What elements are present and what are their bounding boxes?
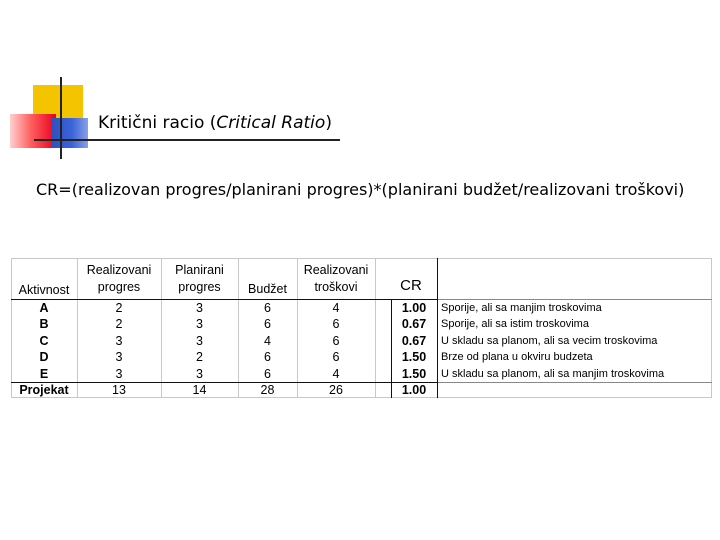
table-cell-budget: 6 xyxy=(264,366,271,381)
header-planned-progress-line2: progres xyxy=(178,280,221,294)
table-cell-planned: 2 xyxy=(196,350,203,365)
table-cell-note: U skladu sa planom, ali sa vecim troskovima xyxy=(441,334,658,347)
table-cell-cr: 1.50 xyxy=(401,366,427,381)
table-cell-costs: 6 xyxy=(332,317,340,332)
table-cell-cr: 0.67 xyxy=(401,317,427,332)
grid-line xyxy=(711,258,712,398)
header-planned-progress-line1: Planirani xyxy=(175,263,224,277)
grid-line xyxy=(375,258,376,398)
slide-title-italic: Critical Ratio xyxy=(216,113,326,133)
table-cell-planned: 3 xyxy=(196,301,203,315)
table-cell-costs: 4 xyxy=(332,366,340,381)
table-cell-costs: 4 xyxy=(332,301,340,315)
title-ornament-vertical-line xyxy=(60,77,62,159)
slide-title-suffix: ) xyxy=(325,113,332,133)
header-border xyxy=(11,299,437,300)
title-ornament-red-square xyxy=(10,114,56,148)
cr-formula: CR=(realizovan progres/planirani progres)*(planirani budžet/realizovani troškovi) xyxy=(36,180,685,199)
table-cell-note: U skladu sa planom, ali sa manjim troskovima xyxy=(441,367,665,380)
table-cell-planned: 3 xyxy=(196,317,203,332)
table-cell-planned: 14 xyxy=(192,383,207,397)
table-cell-realized: 2 xyxy=(115,301,123,315)
table-cell-planned: 3 xyxy=(196,333,203,348)
table-cell-budget: 6 xyxy=(264,301,271,315)
table-cell-cr: 1.00 xyxy=(401,301,427,315)
table-cell-cr: 0.67 xyxy=(401,333,427,348)
table-cell-activity: D xyxy=(39,350,49,365)
notes-border-bottom xyxy=(438,382,712,383)
header-realized-costs-line1: Realizovani xyxy=(303,263,369,277)
table-cell-note: Brze od plana u okviru budzeta xyxy=(441,351,593,364)
table-cell-planned: 3 xyxy=(196,366,203,381)
grid-line xyxy=(11,258,712,259)
table-cell-budget: 4 xyxy=(264,333,271,348)
table-cell-costs: 6 xyxy=(332,350,340,365)
table-cell-budget: 6 xyxy=(264,350,271,365)
table-cell-activity: E xyxy=(39,366,49,381)
header-budget: Budžet xyxy=(248,282,287,296)
table-cell-note: Sporije, ali sa istim troskovima xyxy=(441,318,589,331)
table-cell-budget: 28 xyxy=(260,383,275,397)
table-cell-realized: 3 xyxy=(115,350,123,365)
table-cell-realized: 2 xyxy=(115,317,123,332)
slide-title xyxy=(98,113,332,133)
title-ornament-blue-square xyxy=(52,118,88,148)
table-cell-activity: C xyxy=(39,333,49,348)
critical-ratio-table xyxy=(11,258,712,398)
slide-title-prefix: Kritični racio ( xyxy=(98,113,217,133)
table-cell-cr: 1.50 xyxy=(401,350,427,365)
table-cell-note: Sporije, ali sa manjim troskovima xyxy=(441,302,602,314)
table-cell-realized: 3 xyxy=(115,366,123,381)
table-cell-activity: B xyxy=(39,317,49,332)
table-cell-budget: 6 xyxy=(264,317,271,332)
table-cell-realized: 13 xyxy=(112,383,126,397)
table-cell-activity: A xyxy=(39,301,49,315)
notes-border-top xyxy=(438,299,712,300)
table-cell-realized: 3 xyxy=(115,333,123,348)
header-realized-progress-line1: Realizovani xyxy=(86,263,152,277)
cr-column-border-right xyxy=(437,258,438,398)
table-cell-activity: Projekat xyxy=(19,383,69,397)
table-cell-costs: 26 xyxy=(329,383,343,397)
table-cell-costs: 6 xyxy=(332,333,340,348)
title-underline xyxy=(34,139,340,141)
table-cell-cr: 1.00 xyxy=(401,383,427,397)
header-realized-costs-line2: troškovi xyxy=(314,280,358,294)
header-cr: CR xyxy=(400,277,422,294)
header-activity: Aktivnost xyxy=(18,283,70,297)
header-realized-progress-line2: progres xyxy=(97,280,141,294)
